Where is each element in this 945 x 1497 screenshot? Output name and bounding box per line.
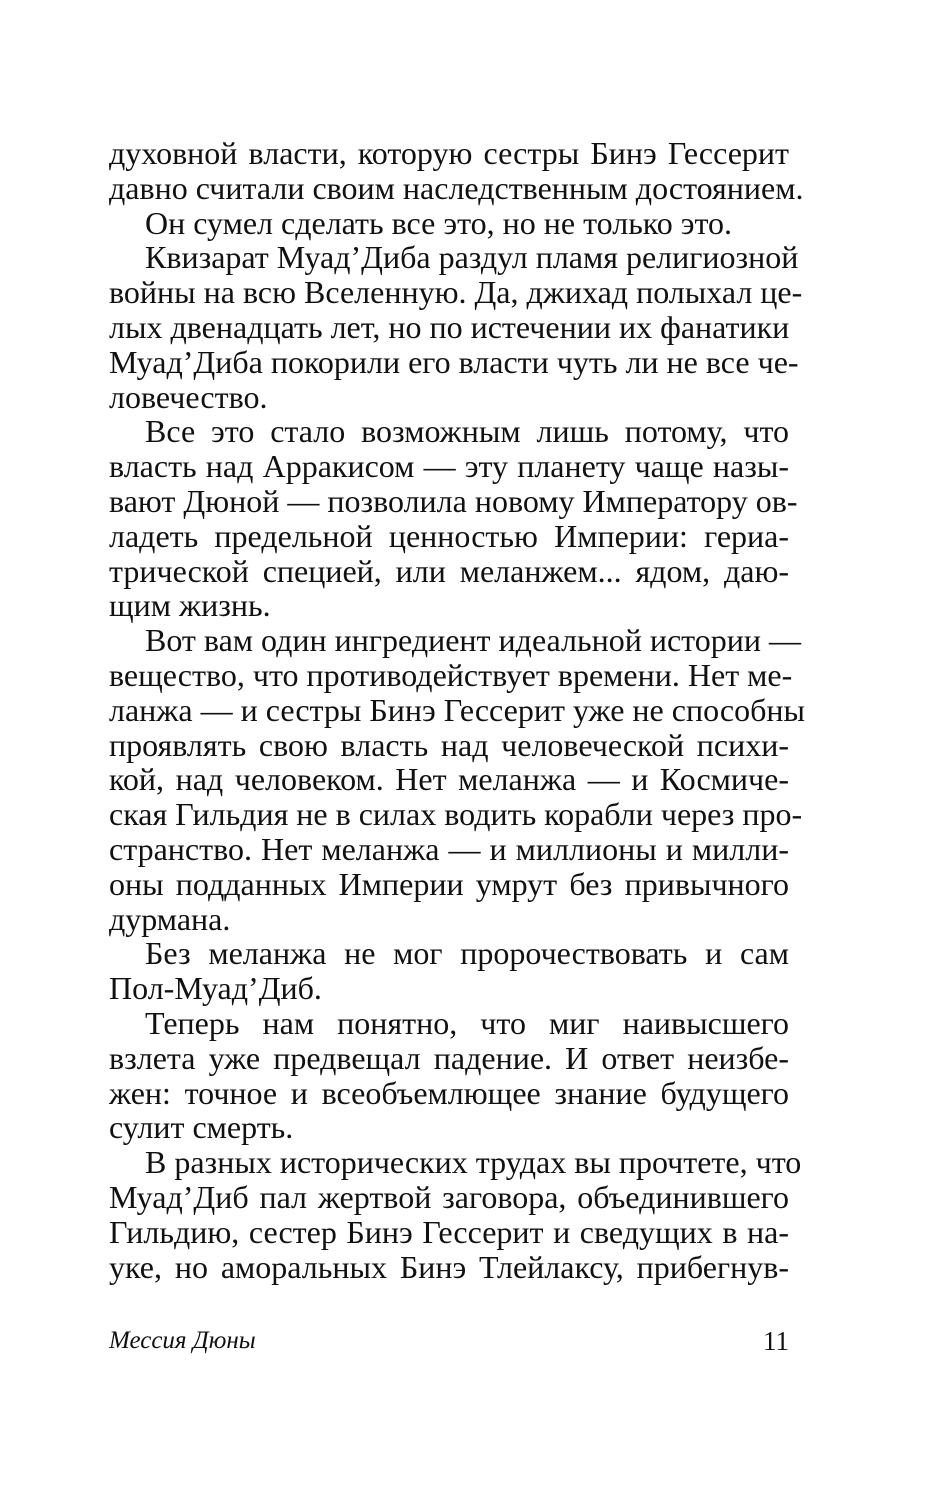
- page-footer: [109, 1324, 789, 1358]
- text-line: странство. Нет меланжа — и миллионы и милли-: [109, 830, 789, 867]
- text-line: сулит смерть.: [109, 1109, 294, 1146]
- page-text: [109, 135, 805, 1285]
- text-line: проявлять свою власть над человеческой психи-: [109, 726, 789, 763]
- paragraph: [109, 239, 803, 415]
- text-line: ладеть предельной ценностью Империи: гериа-: [109, 517, 789, 554]
- text-line: войны на всю Вселенную. Да, джихад полыхал це-: [109, 274, 803, 311]
- text-line: щим жизнь.: [109, 587, 271, 624]
- paragraph: [109, 622, 805, 937]
- text-line: Все это стало возможным лишь потому, что: [145, 413, 789, 450]
- paragraph: [109, 206, 789, 241]
- text-line: Пол-Муад’Диб.: [109, 970, 322, 1007]
- text-line: вещество, что противодействует времени. Нет ме-: [109, 656, 793, 693]
- paragraph: [109, 135, 804, 206]
- text-line: Теперь нам понятно, что миг наивысшего: [145, 1004, 789, 1041]
- text-line: давно считали своим наследственным достоянием.: [109, 169, 804, 206]
- text-line: вают Дюной — позволила новому Императору ов-: [109, 482, 798, 519]
- paragraph: [109, 936, 789, 1006]
- text-line: кой, над человеком. Нет меланжа — и Космиче-: [109, 761, 789, 798]
- text-line: уке, но аморальных Бинэ Тлейлаксу, прибегнув-: [109, 1248, 789, 1285]
- text-line: В разных исторических трудах вы прочтете, что: [145, 1144, 802, 1181]
- text-line: Квизарат Муад’Диба раздул пламя религиозной: [145, 239, 799, 276]
- text-line: Вот вам один ингредиент идеальной истории —: [145, 622, 801, 659]
- text-line: дурмана.: [109, 900, 231, 937]
- text-line: оны подданных Империи умрут без привычного: [109, 865, 789, 902]
- page-number: 11: [763, 1326, 789, 1356]
- text-line: лых двенадцать лет, но по истечении их фанатики: [109, 308, 790, 345]
- text-line: Муад’Диб пал жертвой заговора, объединившего: [109, 1178, 789, 1215]
- text-line: Муад’Диба покорили его власти чуть ли не все че-: [109, 343, 799, 380]
- text-line: власть над Арракисом — эту планету чаще назы-: [109, 448, 789, 485]
- text-line: ланжа — и сестры Бинэ Гессерит уже не способны: [109, 691, 805, 728]
- paragraph: [109, 1144, 802, 1285]
- running-title: Мессия Дюны: [109, 1327, 256, 1354]
- paragraph: [109, 1006, 789, 1145]
- text-line: ловечество.: [109, 378, 268, 415]
- text-line: взлета уже предвещал падение. И ответ неизбе-: [109, 1039, 789, 1076]
- text-line: трической специей, или меланжем... ядом, даю-: [109, 552, 789, 589]
- text-line: Без меланжа не мог пророчествовать и сам: [145, 935, 789, 972]
- text-line: ская Гильдия не в силах водить корабли через про-: [109, 796, 803, 833]
- text-line: духовной власти, которую сестры Бинэ Гессерит: [109, 135, 789, 171]
- text-line: жен: точное и всеобъемлющее знание будущего: [109, 1074, 789, 1111]
- text-line: Гильдию, сестер Бинэ Гессерит и сведущих в на-: [109, 1213, 789, 1250]
- text-line: Он сумел сделать все это, но не только это.: [145, 204, 733, 241]
- paragraph: [109, 413, 798, 624]
